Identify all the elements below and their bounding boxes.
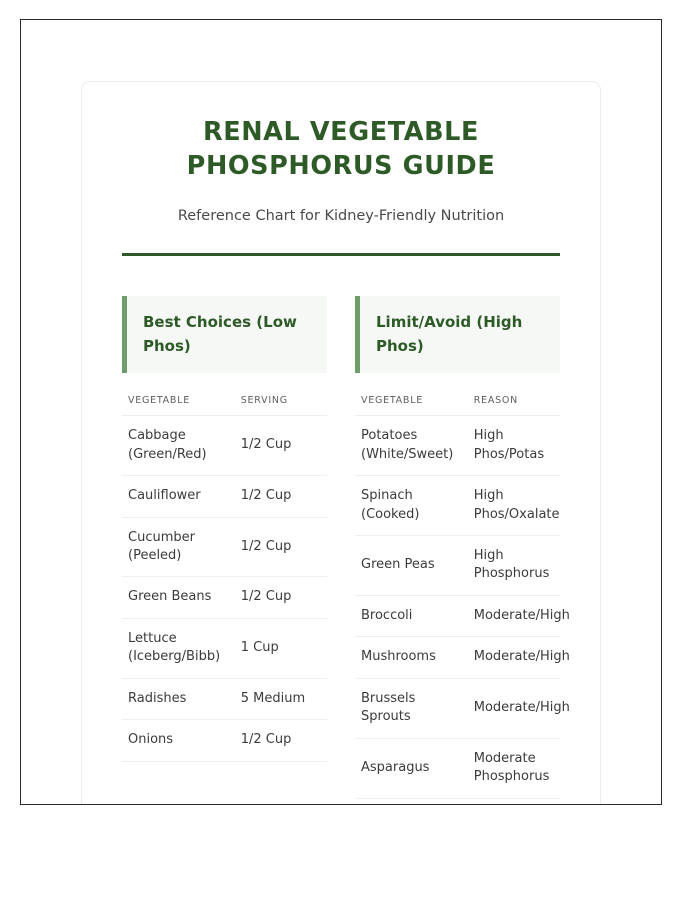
page-frame (20, 19, 662, 805)
table-row (122, 476, 327, 517)
table-row (355, 678, 560, 738)
cell-serving: 1 Cup (235, 618, 327, 678)
cell-vegetable: Green Beans (122, 577, 235, 618)
section-best-choices (122, 296, 327, 762)
page-subtitle: Reference Chart for Kidney-Friendly Nutrition (177, 208, 505, 225)
cell-vegetable: Green Peas (355, 536, 468, 596)
table-row (355, 416, 560, 476)
column-header-serving: SERVING (235, 391, 327, 416)
table-row (122, 577, 327, 618)
cell-serving: 1/2 Cup (235, 577, 327, 618)
column-header-vegetable: VEGETABLE (122, 391, 235, 416)
section-heading-label: Best Choices (Low Phos) (143, 312, 297, 355)
table-row (122, 678, 327, 719)
table-limit-avoid (355, 391, 570, 798)
cell-vegetable: Brussels Sprouts (355, 678, 468, 738)
section-header-limit-avoid (355, 296, 560, 374)
table-best-choices (122, 391, 327, 762)
cell-serving: 5 Medium (235, 678, 327, 719)
sections-container (122, 296, 570, 799)
table-row (122, 416, 327, 476)
cell-vegetable: Lettuce (Iceberg/Bibb) (122, 618, 235, 678)
cell-reason: Moderate/High (468, 595, 560, 636)
cell-vegetable: Onions (122, 720, 235, 761)
table-header-row (122, 391, 327, 416)
section-header-best-choices (122, 296, 327, 374)
cell-reason: Moderate Phosphorus (468, 738, 560, 798)
table-row (355, 595, 560, 636)
table-row (355, 476, 560, 536)
cell-vegetable: Cauliflower (122, 476, 235, 517)
column-header-reason: REASON (468, 391, 560, 416)
cell-reason: High Phosphorus (468, 536, 560, 596)
page-title: RENAL VEGETABLE PHOSPHORUS GUIDE (186, 117, 496, 181)
table-row (122, 720, 327, 761)
section-heading-label: Limit/Avoid (High Phos) (376, 312, 523, 355)
cell-vegetable: Radishes (122, 678, 235, 719)
guide-card (81, 81, 601, 805)
cell-vegetable: Broccoli (355, 595, 468, 636)
cell-serving: 1/2 Cup (235, 720, 327, 761)
cell-vegetable: Mushrooms (355, 637, 468, 678)
table-row (355, 738, 560, 798)
cell-vegetable: Cucumber (Peeled) (122, 517, 235, 577)
cell-vegetable: Asparagus (355, 738, 468, 798)
card-content (82, 82, 600, 799)
cell-vegetable: Potatoes (White/Sweet) (355, 416, 468, 476)
cell-reason: Moderate/High (468, 637, 560, 678)
title-divider (122, 253, 560, 256)
table-row (122, 517, 327, 577)
table-row (355, 536, 560, 596)
column-header-vegetable: VEGETABLE (355, 391, 468, 416)
table-header-row (355, 391, 560, 416)
cell-reason: High Phos/Potas (468, 416, 560, 476)
cell-serving: 1/2 Cup (235, 416, 327, 476)
cell-vegetable: Spinach (Cooked) (355, 476, 468, 536)
section-limit-avoid (355, 296, 570, 799)
cell-vegetable: Cabbage (Green/Red) (122, 416, 235, 476)
table-row (355, 637, 560, 678)
cell-serving: 1/2 Cup (235, 476, 327, 517)
cell-serving: 1/2 Cup (235, 517, 327, 577)
cell-reason: High Phos/Oxalate (468, 476, 560, 536)
cell-reason: Moderate/High (468, 678, 560, 738)
table-row (122, 618, 327, 678)
